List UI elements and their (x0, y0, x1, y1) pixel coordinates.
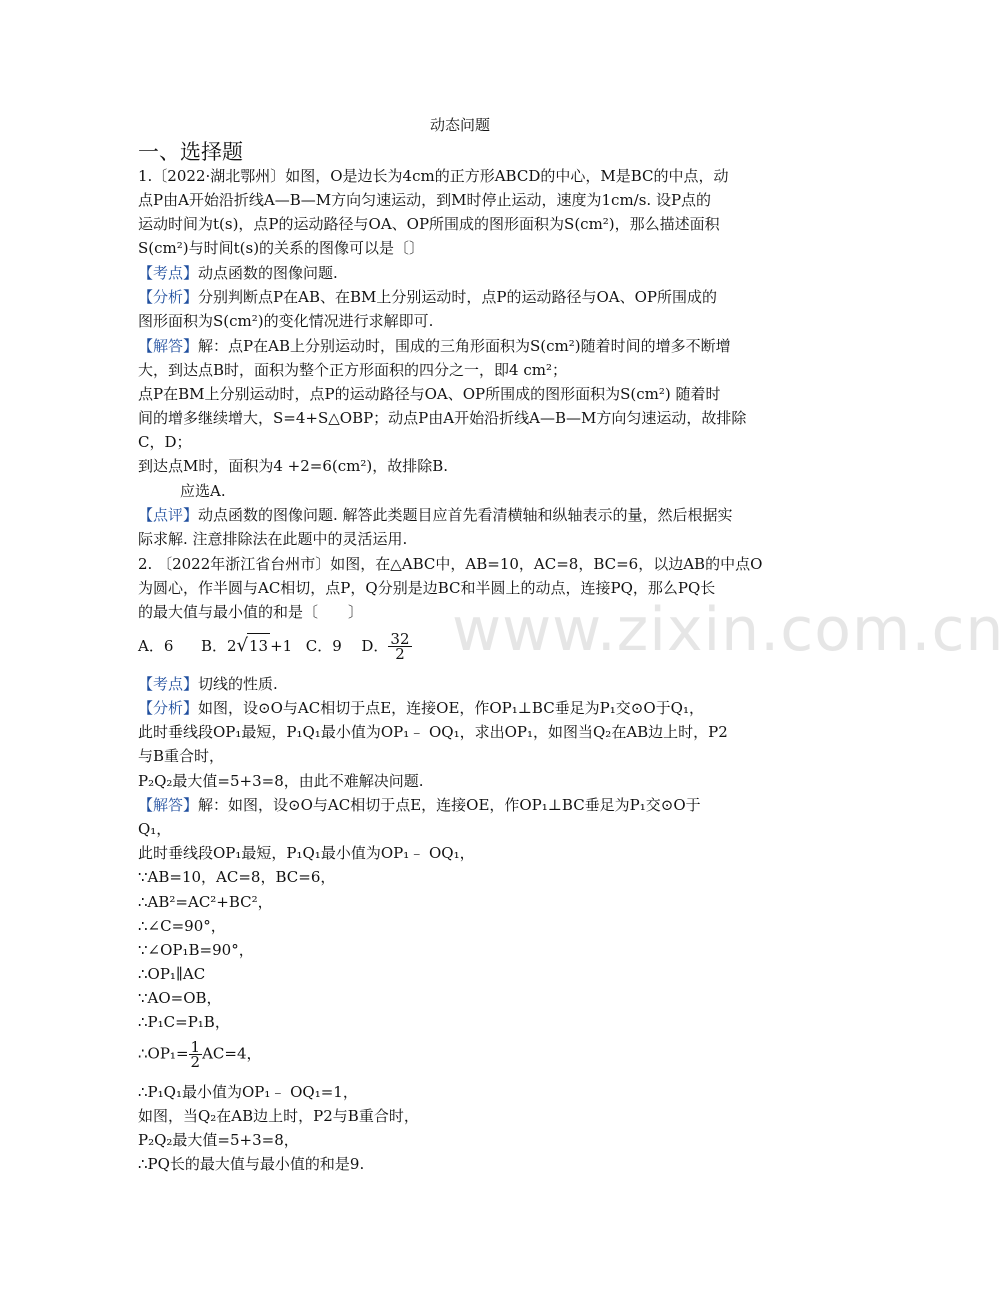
text-line: 运动时间为t(s)，点P的运动路径与OA、OP所围成的图形面积为S(cm²)，那么描述面积 (138, 215, 720, 233)
text-line: 与B重合时， (138, 747, 225, 765)
half-suffix: AC=4， (202, 1044, 262, 1063)
text-line: 此时垂线段OP₁最短，P₁Q₁最小值为OP₁﹣ OQ₁， (138, 844, 475, 862)
fraction-denominator: 2 (190, 1053, 201, 1071)
text-line: 2. 〔2022年浙江省台州市〕如图，在△ABC中，AB=10，AC=8，BC=6，以边AB的中点O (138, 555, 763, 573)
text-line: 点P在BM上分别运动时，点P的运动路径与OA、OP所围成的图形面积为S(cm²) 随着时 (138, 385, 721, 403)
text-line: ∴P₁C=P₁B， (138, 1013, 230, 1031)
text-line: 【考点】切线的性质. (138, 675, 278, 693)
text-line: 到达点M时，面积为4 +2=6(cm²)，故排除B. (138, 457, 449, 475)
choice-a: A．6 (138, 636, 174, 655)
half-ac-line (138, 1040, 261, 1069)
text-line: ∵AB=10，AC=8，BC=6， (138, 868, 336, 886)
choice-d-fraction (388, 632, 411, 661)
half-fraction (189, 1040, 203, 1069)
section-tag: 【解答】 (138, 337, 199, 355)
section-tag: 【解答】 (138, 796, 199, 814)
text-line: 图形面积为S(cm²)的变化情况进行求解即可. (138, 312, 434, 330)
text-line: 应选A. (180, 482, 226, 500)
text-line: P₂Q₂最大值=5+3=8， (138, 1131, 299, 1149)
answer-choices: A．6 B．2√13 +1 C．9 D． $\frac{32}{2}$ (138, 630, 410, 663)
text-line: ∴PQ长的最大值与最小值的和是9. (138, 1155, 365, 1173)
text-line: 【考点】动点函数的图像问题. (138, 264, 338, 282)
fraction-numerator: 1 (190, 1038, 201, 1056)
section-title: 一、选择题 (138, 140, 243, 164)
text-line: 为圆心，作半圆与AC相切，点P，Q分别是边BC和半圆上的动点，连接PQ，那么PQ长 (138, 579, 716, 597)
watermark: www.zixin.com.cn (452, 595, 1004, 665)
text-line: 【解答】解：点P在AB上分别运动时，围成的三角形面积为S(cm²)随着时间的增多不断增 (138, 337, 731, 355)
text-line: ∴OP₁∥AC (138, 965, 206, 983)
text-line: 【分析】分别判断点P在AB、在BM上分别运动时，点P的运动路径与OA、OP所围成的 (138, 288, 717, 306)
section-tag: 【分析】 (138, 288, 199, 306)
text-line: 的最大值与最小值的和是〔 〕 (138, 603, 364, 621)
text-line: 【解答】解：如图，设⊙O与AC相切于点E，连接OE，作OP₁⊥BC垂足为P₁交⊙O于 (138, 796, 701, 814)
fraction-numerator: 32 (390, 630, 410, 648)
choice-d-prefix: D． (361, 636, 389, 655)
doc-title: 动态问题 (429, 116, 490, 134)
section-tag: 【点评】 (138, 506, 199, 524)
text-line: ∵AO=OB， (138, 989, 222, 1007)
text-line: P₂Q₂最大值=5+3=8，由此不难解决问题. (138, 772, 424, 790)
text-line: 如图，当Q₂在AB边上时，P2与B重合时， (138, 1107, 419, 1125)
text-line: ∴AB²=AC²+BC²， (138, 893, 273, 911)
section-tag: 【分析】 (138, 699, 199, 717)
text-line: ∴P₁Q₁最小值为OP₁﹣ OQ₁=1， (138, 1083, 358, 1101)
text-line: 际求解. 注意排除法在此题中的灵活运用. (138, 530, 408, 548)
choice-b-radicand: 13 (247, 633, 270, 658)
fraction-denominator: 2 (395, 645, 405, 663)
text-line: Q₁， (138, 820, 172, 838)
section-tag: 【考点】 (138, 264, 199, 282)
text-line: 1.〔2022·湖北鄂州〕如图，O是边长为4cm的正方形ABCD的中心，M是BC的中点，动 (138, 167, 729, 185)
text-line: 此时垂线段OP₁最短，P₁Q₁最小值为OP₁﹣ OQ₁，求出OP₁，如图当Q₂在AB边上时，P2 (138, 723, 728, 741)
choice-c: C．9 (305, 636, 342, 655)
half-prefix: ∴OP₁= (138, 1044, 189, 1063)
choice-b-prefix: B．2 (200, 636, 237, 655)
text-line: C，D； (138, 433, 192, 451)
text-line: S(cm²)与时间t(s)的关系的图像可以是〔〕 (138, 239, 425, 257)
section-tag: 【考点】 (138, 675, 199, 693)
text-line: 点P由A开始沿折线A—B—M方向匀速运动，到M时停止运动，速度为1cm/s. 设P点的 (138, 191, 712, 209)
choice-b-suffix: +1 (270, 636, 293, 655)
text-line: 间的增多继续增大，S=4+S△OBP；动点P由A开始沿折线A—B—M方向匀速运动，故排除 (138, 409, 747, 427)
text-line: 大，到达点B时，面积为整个正方形面积的四分之一，即4 cm²； (138, 361, 567, 379)
text-line: 【分析】如图，设⊙O与AC相切于点E，连接OE，作OP₁⊥BC垂足为P₁交⊙O于Q₁， (138, 699, 704, 717)
text-line: ∴∠C=90°， (138, 917, 226, 935)
text-line: 【点评】动点函数的图像问题. 解答此类题目应首先看清横轴和纵轴表示的量，然后根据实 (138, 506, 733, 524)
text-line: ∵∠OP₁B=90°， (138, 941, 254, 959)
